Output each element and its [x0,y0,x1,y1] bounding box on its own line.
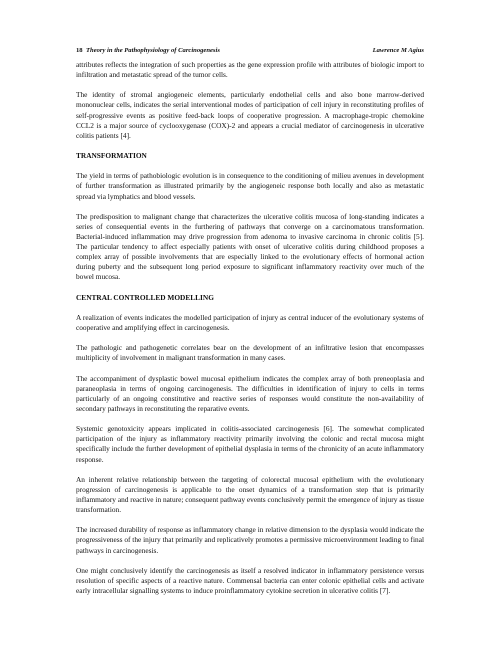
running-title: Theory in the Pathophysiology of Carcinogenesis [86,47,220,54]
page-number: 18 [76,47,83,54]
paragraph: The yield in terms of pathobiologic evolution is in consequence to the conditioning of milieu avenues in development of further transformation as illustrated primarily by the angiogeneic response both locally and also as metastatic spread via lymphatics and blood vessels. [76,171,424,201]
body-text [76,60,424,606]
section-heading-transformation: TRANSFORMATION [76,151,147,161]
paragraph: One might conclusively identify the carcinogenesis as itself a resolved indicator in inflammatory persistence versus resolution of specific aspects of a reactive nature. Commensal bacteria can enter colonic epithelial cells and activate early intracellular signalling systems to induce proinflammatory cytokine secretion in ulcerative colitis [7]. [76,565,424,595]
section-heading-central-controlled-modelling: CENTRAL CONTROLLED MODELLING [76,292,214,302]
running-author: Lawrence M Agius [372,47,424,54]
paragraph: A realization of events indicates the modelled participation of injury as central inducer of the evolutionary systems of cooperative and amplifying effect in carcinogenesis. [76,312,424,332]
paragraph: attributes reflects the integration of such properties as the gene expression profile with attributes of biologic import to infiltration and metastatic spread of the tumor cells. [76,60,424,80]
paragraph: The identity of stromal angiogeneic elements, particularly endothelial cells and also bone marrow-derived mononuclear cells, indicates the serial interventional modes of participation of cell injury in reconstituting profiles of self-progressive events as positive feed-back loops of cooperative progression. A macrophage-tropic chemokine CCL2 is a major source of cyclooxygenase (COX)-2 and appears a crucial mediator of carcinogenesis in ulcerative colitis patients [4]. [76,90,424,140]
paragraph: The pathologic and pathogenetic correlates bear on the development of an infiltrative lesion that encompasses multiplicity of involvement in malignant transformation in many cases. [76,343,424,363]
running-header [76,45,424,57]
paragraph: Systemic genotoxicity appears implicated in colitis-associated carcinogenesis [6]. The somewhat complicated participation of the injury as inflammatory reactivity primarily involving the colonic and rectal mucosa might specifically include the further development of epithelial dysplasia in terms of the chronicity of an acute inflammatory response. [76,424,424,464]
paragraph: The increased durability of response as inflammatory change in relative dimension to the dysplasia would indicate the progressiveness of the injury that primarily and replicatively promotes a permissive microenvironment leading to final pathways in carcinogenesis. [76,525,424,555]
paragraph: An inherent relative relationship between the targeting of colorectal mucosal epithelium with the evolutionary progression of carcinogenesis is applicable to the onset dynamics of a transformation step that is primarily inflammatory and reactive in nature; consequent pathway events conclusively permit the emergence of injury as tissue transformation. [76,474,424,515]
paragraph: The predisposition to malignant change that characterizes the ulcerative colitis mucosa of long-standing indicates a series of consequential events in the furthering of pathways that converge on a carcinomatous transformation. Bacterial-induced inflammation may drive progression from adenoma to invasive carcinoma in chronic colitis [5]. The particular tendency to affect especially patients with onset of ulcerative colitis during childhood proposes a complex array of possible involvements that are especially linked to the evolutionary effects of hormonal action during puberty and the subsequent long period exposure to significant inflammatory reactivity over much of the bowel mucosa. [76,211,424,282]
paragraph: The accompaniment of dysplastic bowel mucosal epithelium indicates the complex array of both preneoplasia and paraneoplasia in terms of ongoing carcinogenesis. The difficulties in identification of injury to cells in terms particularly of an ongoing constitutive and reactive series of responses would constitute the non-availability of secondary pathways in reconstituting the reparative events. [76,373,424,413]
